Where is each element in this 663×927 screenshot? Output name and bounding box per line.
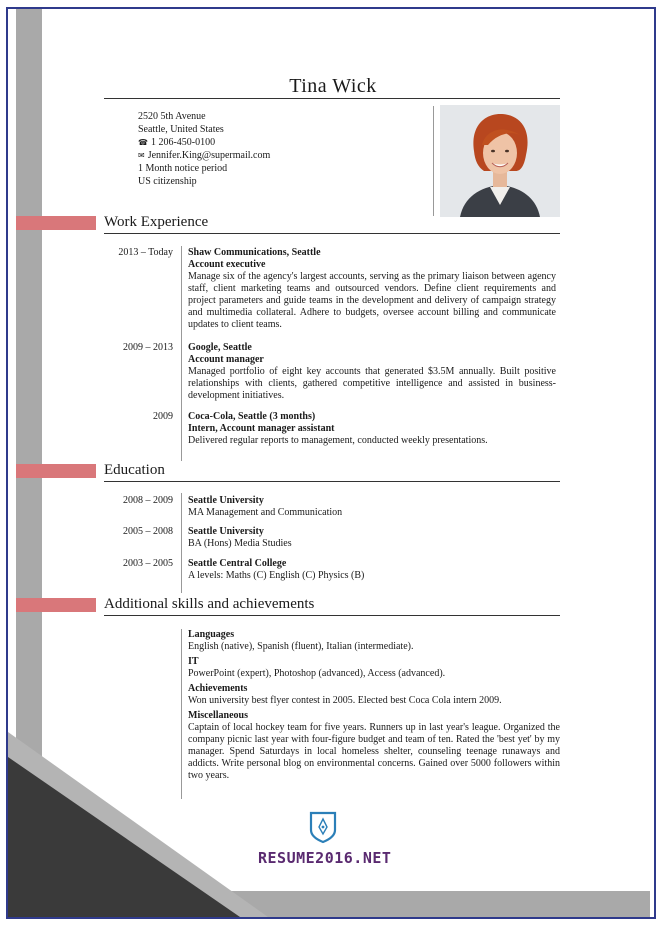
work-role: Intern, Account manager assistant bbox=[188, 423, 335, 434]
pen-shield-icon bbox=[308, 810, 338, 844]
phone-icon: ☎ bbox=[138, 138, 148, 147]
education-date: 2008 – 2009 bbox=[123, 495, 173, 506]
education-school: Seattle University bbox=[188, 526, 264, 537]
work-section-title: Work Experience bbox=[104, 214, 209, 230]
education-body bbox=[188, 526, 556, 550]
email-address[interactable]: Jennifer.King@supermail.com bbox=[147, 150, 271, 161]
skill-title: Languages bbox=[188, 629, 235, 640]
education-section-title: Education bbox=[104, 462, 165, 478]
education-section-accent bbox=[16, 464, 96, 478]
portrait-photo bbox=[440, 105, 560, 217]
skill-text: PowerPoint (expert), Photoshop (advanced), Access (advanced). bbox=[188, 668, 446, 679]
education-timeline-line bbox=[181, 493, 182, 593]
education-degree: A levels: Maths (C) English (C) Physics (B) bbox=[188, 570, 365, 581]
phone-number: 1 206-450-0100 bbox=[150, 137, 216, 148]
education-school: Seattle University bbox=[188, 495, 264, 506]
brand-logo bbox=[258, 810, 392, 867]
email-row bbox=[138, 149, 270, 162]
work-date: 2013 – Today bbox=[118, 247, 173, 258]
work-role: Account manager bbox=[188, 354, 264, 365]
work-section-rule bbox=[104, 233, 560, 234]
skill-title: Miscellaneous bbox=[188, 710, 248, 721]
skill-text: Captain of local hockey team for five years. Runners up in last year's league. Organized the company picnic last year with four-figure budget and team of ten. Rated the 'best yet' by my manager. Spend Saturdays in local homeless shelter, counseling teenage runaways and addicts. Write personal blog on environmental concerns. Gained over 5000 followers within two years. bbox=[188, 722, 560, 781]
mail-icon: ✉ bbox=[138, 151, 145, 160]
name-divider bbox=[104, 98, 560, 99]
work-body bbox=[188, 247, 556, 331]
address-line-2: Seattle, United States bbox=[138, 124, 224, 135]
skill-title: Achievements bbox=[188, 683, 248, 694]
work-description: Managed portfolio of eight key accounts that generated $3.5M annually. Built positive relationships with clients, gathered competitive intelligence and assisted in business-development initiatives. bbox=[188, 366, 556, 401]
education-body bbox=[188, 558, 556, 582]
notice-period: 1 Month notice period bbox=[138, 163, 228, 174]
work-company: Coca-Cola, Seattle (3 months) bbox=[188, 411, 316, 422]
education-section-rule bbox=[104, 481, 560, 482]
skills-section-title: Additional skills and achievements bbox=[104, 596, 315, 612]
brand-name[interactable]: RESUME2016.NET bbox=[258, 849, 392, 867]
address-line-1: 2520 5th Avenue bbox=[138, 111, 206, 122]
work-timeline-line bbox=[181, 246, 182, 461]
work-body bbox=[188, 342, 556, 402]
education-date: 2005 – 2008 bbox=[123, 526, 173, 537]
work-description: Manage six of the agency's largest accounts, serving as the primary liaison between agency staff, client marketing teams and outsourced vendors. Define client requirements and project parameters and guide teams in the development and delivery of campaign strategy and multimedia collateral. Adhere to budgets, oversee account billing and communicate updates to client teams. bbox=[188, 271, 556, 330]
work-company: Shaw Communications, Seattle bbox=[188, 247, 321, 258]
contact-divider bbox=[433, 106, 434, 216]
work-company: Google, Seattle bbox=[188, 342, 252, 353]
phone-row bbox=[138, 136, 270, 149]
skills-section-rule bbox=[104, 615, 560, 616]
work-body bbox=[188, 411, 556, 447]
education-degree: BA (Hons) Media Studies bbox=[188, 538, 292, 549]
resume-page bbox=[6, 7, 656, 919]
work-date: 2009 – 2013 bbox=[123, 342, 173, 353]
education-body bbox=[188, 495, 556, 519]
education-degree: MA Management and Communication bbox=[188, 507, 343, 518]
skill-title: IT bbox=[188, 656, 199, 667]
work-date: 2009 bbox=[153, 411, 173, 422]
work-role: Account executive bbox=[188, 259, 266, 270]
skill-text: Won university best flyer contest in 2005. Elected best Coca Cola intern 2009. bbox=[188, 695, 502, 706]
work-description: Delivered regular reports to management, conducted weekly presentations. bbox=[188, 435, 488, 446]
skills-timeline-line bbox=[181, 629, 182, 799]
citizenship: US citizenship bbox=[138, 176, 197, 187]
work-section-accent bbox=[16, 216, 96, 230]
education-date: 2003 – 2005 bbox=[123, 558, 173, 569]
education-school: Seattle Central College bbox=[188, 558, 287, 569]
contact-block bbox=[138, 110, 270, 188]
skills-list bbox=[188, 626, 560, 782]
skill-text: English (native), Spanish (fluent), Italian (intermediate). bbox=[188, 641, 414, 652]
candidate-name: Tina Wick bbox=[289, 75, 377, 97]
skills-section-accent bbox=[16, 598, 96, 612]
